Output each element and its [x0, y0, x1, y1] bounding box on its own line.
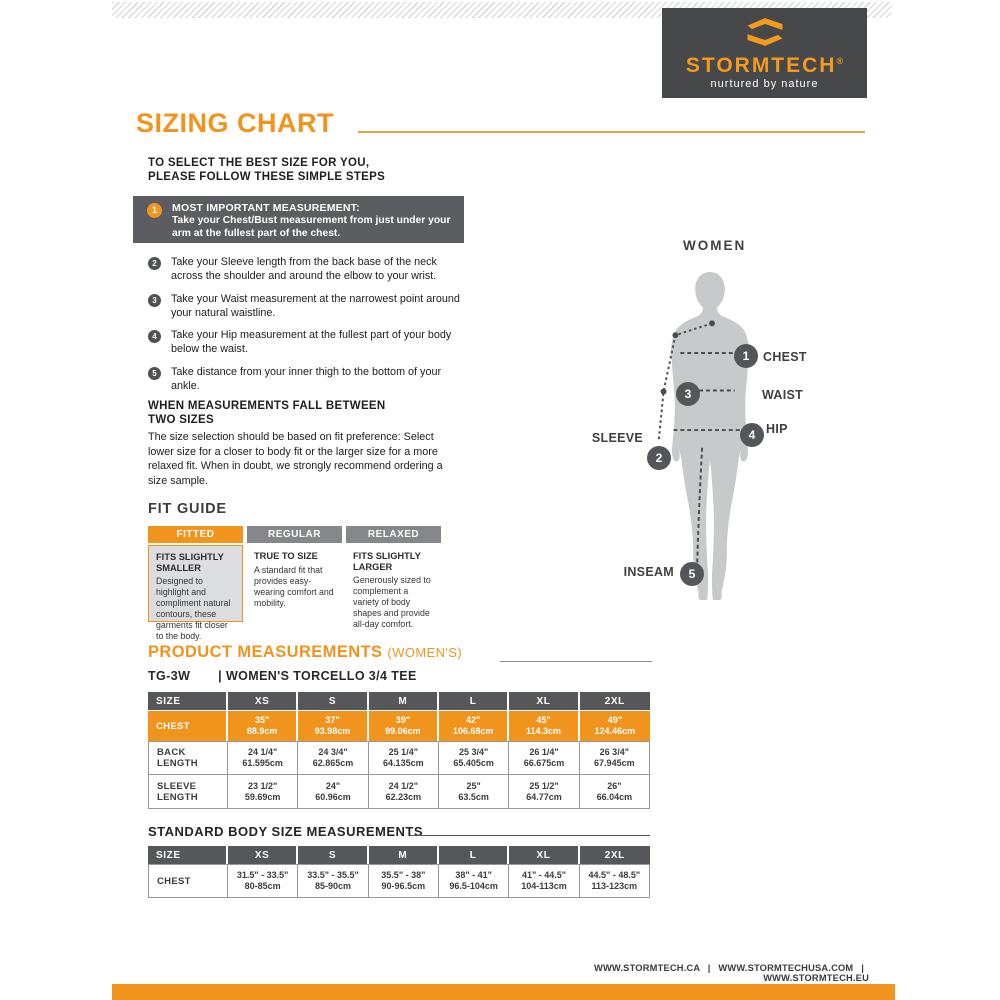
hip-point-badge: 4 [740, 423, 764, 447]
regular-subtitle: TRUE TO SIZE [254, 551, 318, 561]
size-header-l: L [439, 846, 509, 864]
fitted-header: FITTED [148, 526, 243, 543]
size-header-2xl: 2XL [580, 846, 650, 864]
brand-name [686, 50, 843, 77]
footer-orange-bar [112, 984, 895, 1000]
fitted-subtitle: FITS SLIGHTLY SMALLER [156, 552, 224, 573]
product-code-separator: | [218, 669, 223, 683]
step-2-text: Take your Sleeve length from the back base of the neck across the shoulder and around the elbow to your wrist. [171, 256, 437, 282]
inseam-label: INSEAM [623, 565, 674, 579]
footer-separator: | [861, 963, 864, 973]
measurement-cell: 38" - 41" 96.5-104cm [439, 864, 509, 898]
measurement-cell: 25 3/4" 65.405cm [439, 741, 509, 775]
women-figure-title: WOMEN [683, 238, 747, 253]
brand-text: STORMTECH [685, 54, 837, 77]
measurement-cell: 25 1/2" 64.77cm [509, 775, 579, 809]
measurement-cell: 23 1/2" 59.69cm [228, 775, 298, 809]
step-5-text: Take distance from your inner thigh to the bottom of your ankle. [171, 366, 442, 392]
measurement-cell: 26 1/4" 66.675cm [509, 741, 579, 775]
fit-guide-title: FIT GUIDE [148, 501, 227, 517]
step-4 [148, 329, 464, 356]
product-title-underline [500, 661, 652, 662]
measurement-cell: 41" - 44.5" 104-113cm [509, 864, 579, 898]
size-header-xs: XS [228, 846, 298, 864]
chest-point-badge: 1 [734, 344, 758, 368]
inseam-point-badge: 5 [680, 562, 704, 586]
product-name: WOMEN'S TORCELLO 3/4 TEE [225, 669, 417, 683]
measurement-cell: 25 1/4" 64.135cm [369, 741, 439, 775]
measurement-cell: 39" 99.06cm [369, 710, 439, 741]
measurement-cell: 42" 106.68cm [439, 710, 509, 741]
step-1-title: MOST IMPORTANT MEASUREMENT: [172, 202, 360, 214]
size-header-s: S [298, 846, 368, 864]
table-row [148, 741, 650, 775]
table-row [148, 864, 650, 898]
fit-column-relaxed [346, 526, 441, 636]
stormtech-s-icon [740, 16, 790, 48]
between-heading-line1: WHEN MEASUREMENTS FALL BETWEEN [148, 400, 386, 412]
step-3 [148, 293, 464, 320]
standard-title-underline [410, 835, 650, 836]
waist-label: WAIST [762, 388, 804, 402]
stormtech-logo-box [662, 8, 867, 98]
hip-label: HIP [766, 422, 788, 436]
waist-point-badge: 3 [676, 382, 700, 406]
product-measurements-title [148, 643, 462, 662]
footer-urls [553, 963, 869, 983]
table-row [148, 775, 650, 809]
step-2-number-badge: 2 [148, 257, 161, 270]
product-code-row [148, 669, 417, 683]
relaxed-text: Generously sized to complement a variety of body shapes and provide all-day comfort. [353, 575, 431, 629]
measurement-cell: 37" 93.98cm [298, 710, 368, 741]
measurement-cell: 35.5" - 38" 90-96.5cm [369, 864, 439, 898]
size-header-2xl: 2XL [580, 692, 650, 710]
measurement-cell: 31.5" - 33.5" 80-85cm [228, 864, 298, 898]
sleeve-label: SLEEVE [591, 431, 643, 445]
table-row [148, 710, 650, 741]
fit-column-fitted [148, 526, 243, 641]
size-header-l: L [439, 692, 509, 710]
size-header-xs: XS [228, 692, 298, 710]
row-label: CHEST [148, 864, 228, 898]
size-header-xl: XL [509, 692, 579, 710]
size-header-m: M [369, 692, 439, 710]
size-column-header: SIZE [148, 692, 228, 710]
relaxed-body [346, 545, 441, 636]
product-code: TG-3W [148, 669, 191, 683]
fitted-body [148, 545, 243, 641]
size-column-header: SIZE [148, 846, 228, 864]
measurement-cell: 33.5" - 35.5" 85-90cm [298, 864, 368, 898]
product-measurements-table [148, 692, 650, 809]
chest-label: CHEST [763, 350, 807, 364]
row-label: SLEEVE LENGTH [148, 775, 228, 809]
step-1-text: Take your Chest/Bust measurement from just under your arm at the fullest part of the chest. [172, 215, 451, 239]
measurement-cell: 24 3/4" 62.865cm [298, 741, 368, 775]
measurement-cell: 24 1/2" 62.23cm [369, 775, 439, 809]
product-title-text: PRODUCT MEASUREMENTS [148, 643, 383, 661]
product-title-suffix: (WOMEN'S) [387, 645, 463, 660]
regular-header: REGULAR [247, 526, 342, 543]
size-header-m: M [369, 846, 439, 864]
step-2 [148, 256, 464, 283]
standard-body-table [148, 846, 650, 898]
between-sizes-text: The size selection should be based on fit preference: Select lower size for a closer to body fit or the larger size for a more relaxed fit. When in doubt, we strongly recommend ordering a size sample. [148, 431, 443, 487]
footer-url-eu: WWW.STORMTECH.EU [763, 973, 869, 983]
measurement-cell: 45" 114.3cm [509, 710, 579, 741]
size-header-xl: XL [509, 846, 579, 864]
step-4-number-badge: 4 [148, 330, 161, 343]
registered-mark: ® [836, 56, 844, 66]
fitted-text: Designed to highlight and compliment natural contours, these garments fit closer to the body. [156, 576, 231, 641]
footer-separator: | [707, 963, 711, 973]
relaxed-header: RELAXED [346, 526, 441, 543]
step-3-text: Take your Waist measurement at the narrowest point around your natural waistline. [171, 293, 460, 319]
between-sizes-heading [148, 399, 386, 427]
sleeve-point-badge: 2 [647, 446, 671, 470]
regular-text: A standard fit that provides easy-wearing comfort and mobility. [254, 564, 334, 608]
row-label: CHEST [148, 710, 228, 741]
measurement-cell: 25" 63.5cm [439, 775, 509, 809]
step-3-number-badge: 3 [148, 294, 161, 307]
measurement-cell: 24 1/4" 61.595cm [228, 741, 298, 775]
step-5-number-badge: 5 [148, 367, 161, 380]
step-1-highlight-box [133, 196, 464, 243]
measurement-cell: 44.5" - 48.5" 113-123cm [580, 864, 650, 898]
fit-column-regular [247, 526, 342, 615]
measurement-cell: 26 3/4" 67.945cm [580, 741, 650, 775]
intro-heading-line2: PLEASE FOLLOW THESE SIMPLE STEPS [148, 171, 386, 183]
intro-heading [148, 156, 385, 184]
regular-body [247, 545, 342, 615]
standard-body-title: STANDARD BODY SIZE MEASUREMENTS [148, 824, 424, 839]
step-4-text: Take your Hip measurement at the fullest part of your body below the waist. [171, 329, 452, 355]
page-title: SIZING CHART [136, 108, 334, 138]
brand-tagline: nurtured by nature [710, 78, 819, 90]
row-label: BACK LENGTH [148, 741, 228, 775]
measurement-cell: 24" 60.96cm [298, 775, 368, 809]
step-5 [148, 366, 464, 393]
title-underline [358, 131, 865, 133]
footer-url-usa: WWW.STORMTECHUSA.COM [718, 963, 854, 973]
intro-heading-line1: TO SELECT THE BEST SIZE FOR YOU, [148, 157, 370, 169]
measurement-cell: 49" 124.46cm [580, 710, 650, 741]
step-1-number-badge: 1 [147, 203, 162, 218]
measurement-cell: 35" 88.9cm [228, 710, 298, 741]
measurement-cell: 26" 66.04cm [580, 775, 650, 809]
size-header-s: S [298, 692, 368, 710]
relaxed-subtitle: FITS SLIGHTLY LARGER [353, 551, 421, 572]
footer-url-ca: WWW.STORMTECH.CA [593, 963, 700, 973]
between-heading-line2: TWO SIZES [148, 414, 214, 426]
